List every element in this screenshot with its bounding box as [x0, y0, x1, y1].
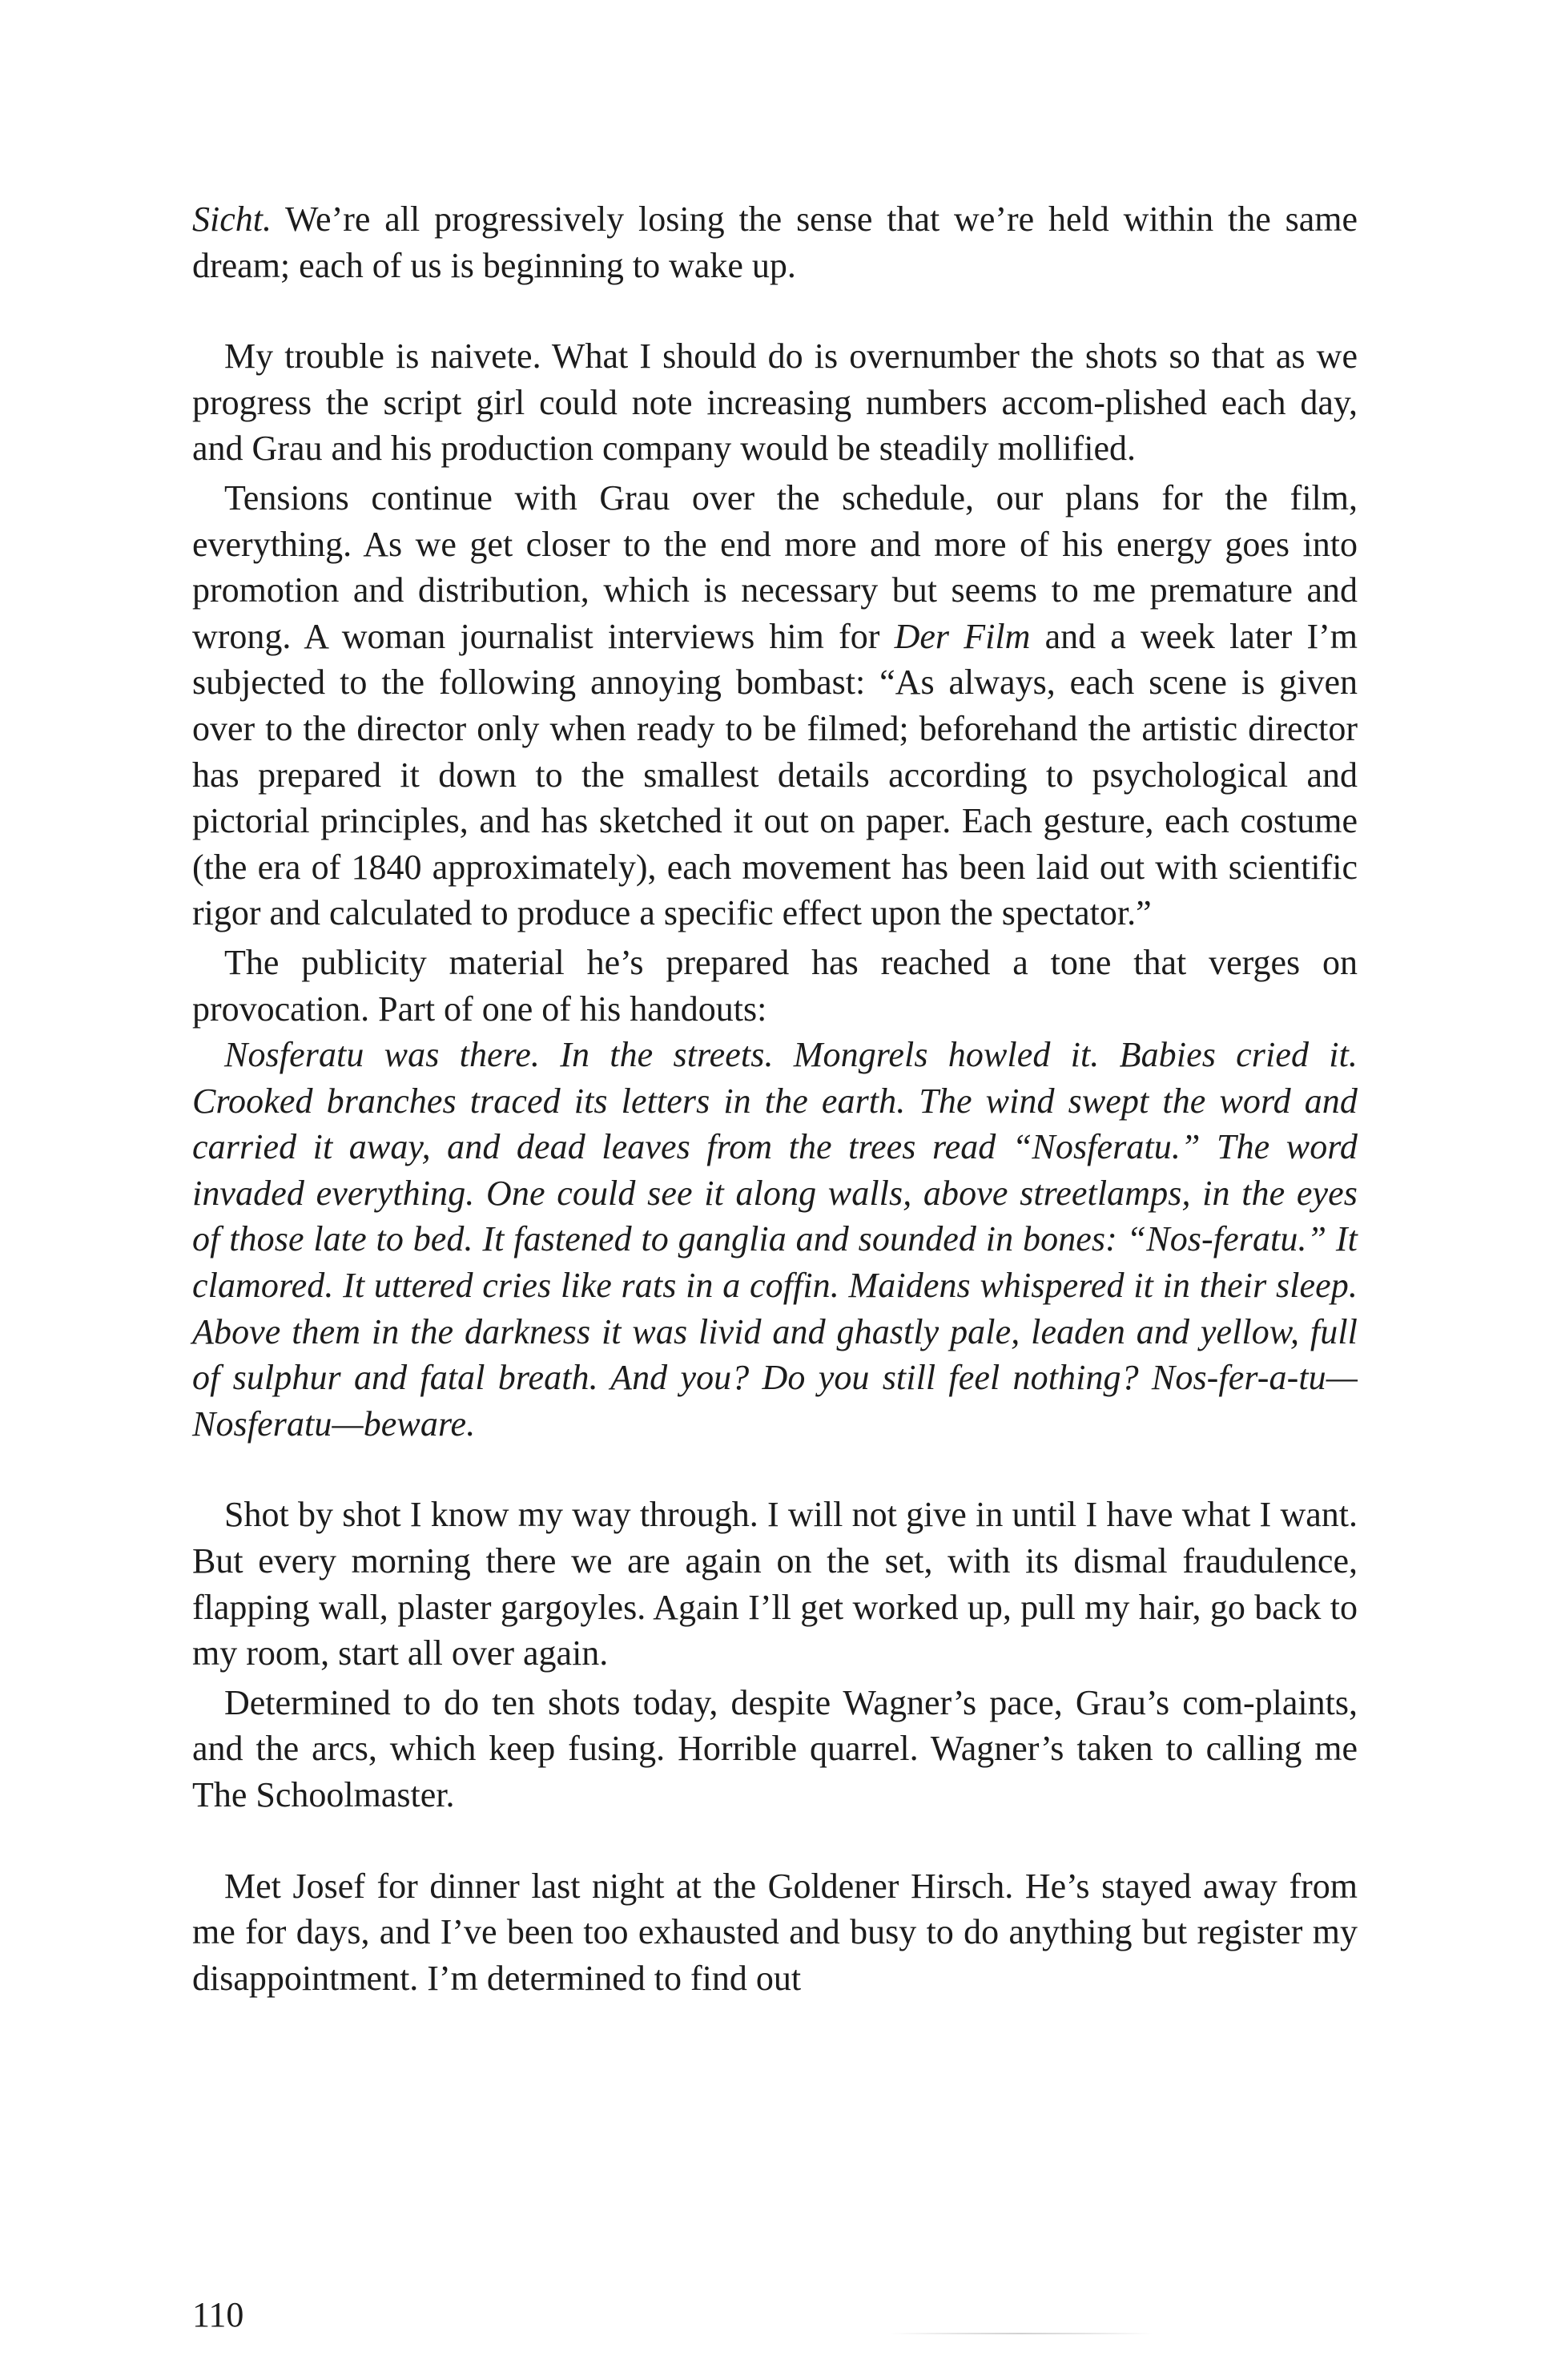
page-number: 110	[192, 2295, 244, 2334]
paragraph-tensions-text-b: and a week later I’m subjected to the following annoying bombast: “As always, each scene is given over to the director only when ready to be filmed; beforehand the artistic director has prepared it down to the smallest details according to psychological and pictorial principles, and has sketched it out on paper. Each gesture, each costume (the era of 1840 approximately), each movement has been laid out with scientific rigor and calculated to produce a specific effect upon the spectator.”	[192, 616, 1358, 933]
paragraph-tensions-text-a: Tensions continue with Grau over the schedule, our plans for the film, everything. As we get closer to the end more and more of his energy goes into promotion and distribution, which is necessary but seems to me premature and wrong. A woman journalist interviews him for	[192, 477, 1358, 656]
german-word: Sicht.	[192, 199, 272, 239]
paragraph-tensions	[192, 475, 1358, 936]
body-text	[192, 196, 1358, 2001]
paragraph-naivete: My trouble is naivete. What I should do is overnumber the shots so that as we progress the script girl could note increasing numbers accom-plished each day, and Grau and his production company would be steadily mollified.	[192, 336, 1358, 469]
paragraph-josef: Met Josef for dinner last night at the Goldener Hirsch. He’s stayed away from me for days, and I’ve been too exhausted and busy to do anything but register my disappointment. I’m determined to find out	[192, 1866, 1358, 1998]
paragraph-publicity: The publicity material he’s prepared has reached a tone that verges on provocation. Part of one of his handouts:	[192, 942, 1358, 1029]
paragraph-sicht-text: We’re all progressively losing the sense that we’re held within the same dream; each of us is beginning to wake up.	[192, 199, 1358, 285]
nosferatu-handout: Nosferatu was there. In the streets. Mongrels howled it. Babies cried it. Crooked branches traced its letters in the earth. The wind swept the word and carried it away, and dead leaves from the trees read “Nosferatu.” The word invaded everything. One could see it along walls, above streetlamps, in the eyes of those late to bed. It fastened to ganglia and sounded in bones: “Nos-feratu.” It clamored. It uttered cries like rats in a coffin. Maidens whispered it in their sleep. Above them in the darkness it was livid and ghastly pale, leaden and yellow, full of sulphur and fatal breath. And you? Do you still feel nothing? Nos-fer-a-tu—Nosferatu—beware.	[192, 1035, 1358, 1444]
paragraph-shot-by-shot: Shot by shot I know my way through. I will not give in until I have what I want. But every morning there we are again on the set, with its dismal fraudulence, flapping wall, plaster gargoyles. Again I’ll get worked up, pull my hair, go back to my room, start all over again.	[192, 1495, 1358, 1673]
scan-artifact	[889, 2333, 1153, 2334]
paragraph-sicht	[192, 196, 1358, 288]
magazine-title: Der Film	[894, 616, 1031, 656]
paragraph-ten-shots: Determined to do ten shots today, despite Wagner’s pace, Grau’s com-plaints, and the arcs, which keep fusing. Horrible quarrel. Wagner’s taken to calling me The Schoolmaster.	[192, 1682, 1358, 1814]
